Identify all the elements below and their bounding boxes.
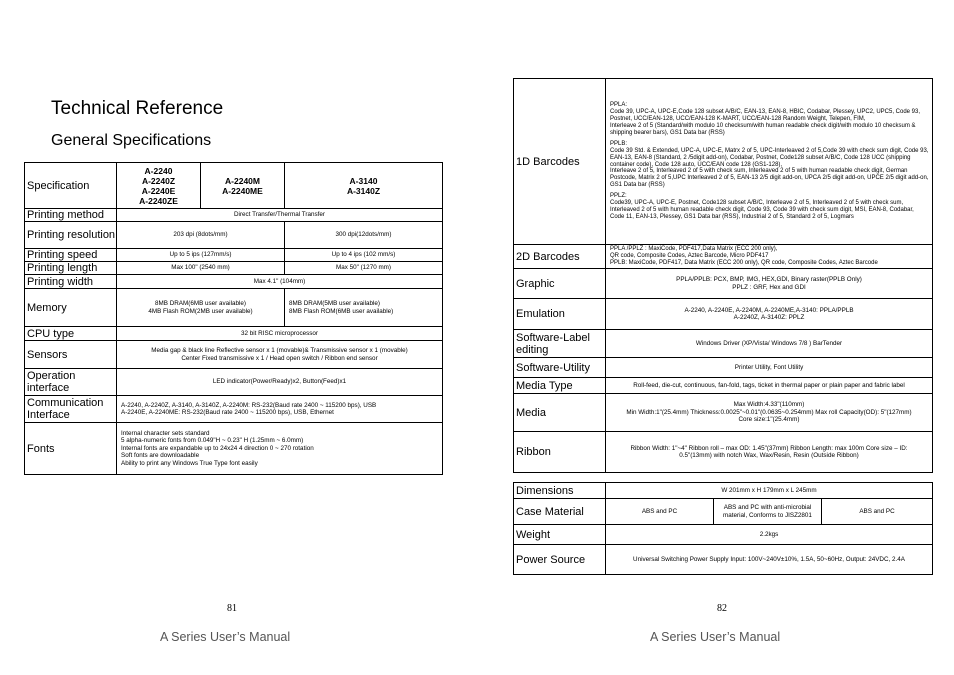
row-value: Media gap & black line Reflective sensor x 1 (movable)& Transmissive sensor x 1 (movable) Center Fixed transmissive x 1 / Head open switch / Ribbon end sensor: [117, 341, 443, 369]
row-value: Max Width:4.33"(110mm) Min Width:1"(25.4mm) Thickness:0.0025"~0.01"(0.0635~0.254mm) Max roll Capacity(OD): 5"(127mm) Core size:1"(25.4mm): [606, 394, 933, 432]
row-value: Max 50" (1270 mm): [285, 262, 443, 275]
row-label: Operation interface: [25, 369, 117, 396]
row-label: Dimensions: [514, 483, 606, 499]
row-label: Weight: [514, 525, 606, 545]
page-title: Technical Reference: [51, 98, 224, 119]
row-label: Power Source: [514, 545, 606, 575]
row-value: Roll-feed, die-cut, continuous, fan-fold, tags, ticket in thermal paper or plain paper and fabric label: [606, 378, 933, 394]
row-value: Up to 4 ips (102 mm/s): [285, 249, 443, 262]
row-value: 8MB DRAM(6MB user available) 4MB Flash ROM(2MB user available): [117, 289, 285, 327]
table-row: [514, 245, 933, 269]
row-label: Media: [514, 394, 606, 432]
row-label: Printing length: [25, 262, 117, 275]
table-row: [25, 327, 443, 341]
row-label: Ribbon: [514, 432, 606, 473]
row-value: 300 dpi(12dots/mm): [285, 222, 443, 249]
row-value: PPLA /PPLZ : MaxiCode, PDF417,Data Matrix (ECC 200 only), QR code, Composite Codes, Aztec Barcode, Micro PDF417 PPLB: MaxiCode, PDF417, Data Matrix (ECC 200 only), QR code, Composite Codes, Aztec Barcode: [606, 245, 933, 269]
row-label: Software-Utility: [514, 358, 606, 378]
row-label: Sensors: [25, 341, 117, 369]
table-row: [514, 378, 933, 394]
row-value: Printer Utility, Font Utility: [606, 358, 933, 378]
table-row: [25, 222, 443, 249]
right-page: [477, 0, 954, 675]
model-group-1: A-2240 A-2240Z A-2240E A-2240ZE: [117, 163, 201, 209]
table-row: [514, 358, 933, 378]
row-label: 1D Barcodes: [514, 79, 606, 245]
table-row: [25, 289, 443, 327]
row-label: Printing width: [25, 275, 117, 289]
table-row: [25, 275, 443, 289]
model-group-2: A-2240M A-2240ME: [201, 163, 285, 209]
table-row: [25, 423, 443, 475]
spec-table-right: [513, 78, 933, 575]
row-value: 32 bit RISC microprocessor: [117, 327, 443, 341]
table-row: [25, 249, 443, 262]
row-label: Software-Label editing: [514, 330, 606, 358]
row-value: 2.2kgs: [606, 525, 933, 545]
row-value: Internal character sets standard 5 alpha-numeric fonts from 0.049"H ~ 0.23" H (1.25mm ~ 6.0mm) Internal fonts are expandable up to 24x24 4 direction 0 ~ 270 rotation Soft fonts are downloadable Ability to print any Windows True Type font easily: [117, 423, 443, 475]
row-label: Memory: [25, 289, 117, 327]
row-value: A-2240, A-2240Z, A-3140, A-3140Z, A-2240M: RS-232(Baud rate 2400 ~ 115200 bps), USB A-2240E, A-2240ME: RS-232(Baud rate 2400 ~ 115200 bps), USB, Ethernet: [117, 396, 443, 423]
table-row: [514, 299, 933, 330]
row-label: Printing speed: [25, 249, 117, 262]
row-value: Windows Driver (XP/Vista/ Windows 7/8 ) BarTender: [606, 330, 933, 358]
row-value: 203 dpi (8dots/mm): [117, 222, 285, 249]
row-value: PPLA/PPLB: PCX, BMP, IMG, HEX,GDI, Binary raster(PPLB Only) PPLZ : GRF, Hex and GDI: [606, 269, 933, 299]
table-row: [514, 432, 933, 473]
row-label: Graphic: [514, 269, 606, 299]
row-label: Emulation: [514, 299, 606, 330]
row-value: 8MB DRAM(5MB user available) 8MB Flash ROM(6MB user available): [285, 289, 443, 327]
row-label: Communication Interface: [25, 396, 117, 423]
row-label: 2D Barcodes: [514, 245, 606, 269]
row-value: A-2240, A-2240E, A-2240M, A-2240ME,A-3140: PPLA/PPLB A-2240Z, A-3140Z: PPLZ: [606, 299, 933, 330]
row-value: PPLA: Code 39, UPC-A, UPC-E,Code 128 subset A/B/C, EAN-13, EAN-8, HBIC, Codabar, Plessey, UPC2, UPC5, Code 93, Postnet, UCC/EAN-128, UCC/EAN-128 K-MART, UCC/EAN-128 Random Weight, Telepen, FIM, Interleave 2 of 5 (Standard/with modulo 10 checksum/with human readable check digit/with modulo 10 checksum & shipping bearer bars), GS1 Data bar (RSS) PPLB: Code 39 Std. & Extended, UPC-A, UPC-E, Matrx 2 of 5, UPC-Interleaved 2 of 5,Code 39 with check sum digit, Code 93, EAN-13, EAN-8 (Standard, 2 /5digit add-on), Codabar, Postnet, Code128 subset A/B/C, Code 128 UCC (shipping container code), Code 128 auto, UCC/EAN code 128 (GS1-128), Interleave 2 of 5, Interleaved 2 of 5 with check sum, Interleaved 2 of 5 with human readable check digit, German Postcode, Matrix 2 of 5,UPC Interleaved 2 of 5, EAN-13 2/5 digit add-on, UPCA 2/5 digit add-on, UPCE 2/5 digit add-on, GS1 Data bar (RSS) PPLZ: Code39, UPC-A, UPC-E, Postnet, Code128 subset A/B/C, Interleave 2 of 5, Interleaved 2 of 5 with check sum, Interleaved 2 of 5 with human readable check digit, Code 93, Code 39 with check sum digit, MSI, EAN-8, Codabar, Code 11, EAN-13, Plessey, GS1 Data bar (RSS), Industrial 2 of 5, Standard 2 of 5, Logmars: [606, 79, 933, 245]
row-label: Media Type: [514, 378, 606, 394]
row-value: W 201mm x H 179mm x L 245mm: [606, 483, 933, 499]
table-row: [514, 545, 933, 575]
table-row: [25, 396, 443, 423]
row-value: ABS and PC with anti-microbial material, Conforms to JISZ2801: [714, 499, 822, 525]
table-row: [514, 269, 933, 299]
page-number: 81: [227, 603, 237, 614]
row-value: Direct Transfer/Thermal Transfer: [117, 209, 443, 222]
page-number: 82: [717, 603, 727, 614]
section-title: General Specifications: [51, 132, 212, 149]
row-label: Printing resolution: [25, 222, 117, 249]
row-value: ABS and PC: [606, 499, 714, 525]
page-footer: A Series User’s Manual: [160, 630, 291, 644]
row-label: Fonts: [25, 423, 117, 475]
table-row: [25, 369, 443, 396]
row-value: Up to 5 ips (127mm/s): [117, 249, 285, 262]
table-row: [514, 525, 933, 545]
row-label: CPU type: [25, 327, 117, 341]
row-value: Ribbon Width: 1"~4" Ribbon roll – max OD: 1.45"(37mm) Ribbon Length: max 100m Core size – ID: 0.5"(13mm) with notch Wax, Wax/Resin, Resin (Outside Ribbon): [606, 432, 933, 473]
row-value: Max 4.1" (104mm): [117, 275, 443, 289]
table-spacer: [514, 473, 933, 483]
table-header-row: [25, 163, 443, 209]
spec-header: Specification: [25, 163, 117, 209]
table-row: [514, 330, 933, 358]
spec-table-left: [24, 162, 443, 475]
row-value: LED indicator(Power/Ready)x2, Button(Feed)x1: [117, 369, 443, 396]
page-footer: A Series User’s Manual: [650, 630, 781, 644]
table-row: [514, 499, 933, 525]
table-row: [25, 209, 443, 222]
row-value: Max 100" (2540 mm): [117, 262, 285, 275]
row-value: Universal Switching Power Supply Input: 100V~240V±10%, 1.5A, 50~60Hz, Output: 24VDC, 2.4A: [606, 545, 933, 575]
model-group-3: A-3140 A-3140Z: [285, 163, 443, 209]
table-row: [514, 483, 933, 499]
table-row: [25, 341, 443, 369]
table-row: [25, 262, 443, 275]
row-label: Printing method: [25, 209, 117, 222]
table-row: [514, 394, 933, 432]
row-value: ABS and PC: [822, 499, 933, 525]
table-row: [514, 79, 933, 245]
row-label: Case Material: [514, 499, 606, 525]
